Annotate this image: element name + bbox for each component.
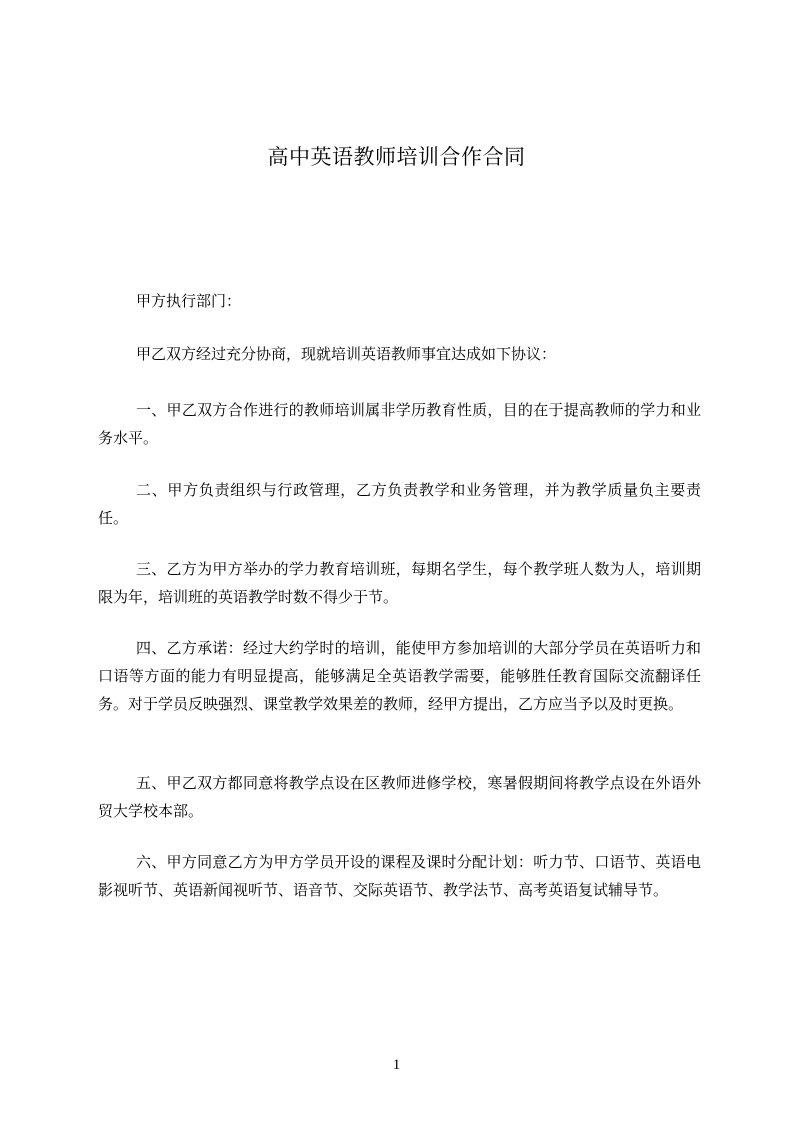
page-number: 1	[392, 1057, 401, 1073]
clause-5: 五、甲乙双方都同意将教学点设在区教师进修学校，寒暑假期间将教学点设在外语外贸大学校本部。	[98, 774, 701, 820]
clause-2: 二、甲方负责组织与行政管理，乙方负责教学和业务管理，并为教学质量负主要责任。	[98, 481, 701, 527]
party-a-label: 甲方执行部门：	[136, 292, 242, 310]
document-title: 高中英语教师培训合作合同	[267, 145, 526, 169]
clause-3: 三、乙方为甲方举办的学力教育培训班，每期名学生，每个教学班人数为人，培训期限为年，培训班的英语教学时数不得少于节。	[98, 560, 701, 606]
clause-4: 四、乙方承诺：经过大约学时的培训，能使甲方参加培训的大部分学员在英语听力和口语等方面的能力有明显提高，能够满足全英语教学需要，能够胜任教育国际交流翻译任务。对于学员反映强烈、课堂教学效果差的教师，经甲方提出，乙方应当予以及时更换。	[98, 639, 701, 713]
clause-6: 六、甲方同意乙方为甲方学员开设的课程及课时分配计划：听力节、口语节、英语电影视听节、英语新闻视听节、语音节、交际英语节、教学法节、高考英语复试辅导节。	[98, 853, 701, 899]
intro-paragraph: 甲乙双方经过充分协商，现就培训英语教师事宜达成如下协议：	[136, 345, 557, 363]
clause-1: 一、甲乙双方合作进行的教师培训属非学历教育性质，目的在于提高教师的学力和业务水平。	[98, 401, 701, 447]
